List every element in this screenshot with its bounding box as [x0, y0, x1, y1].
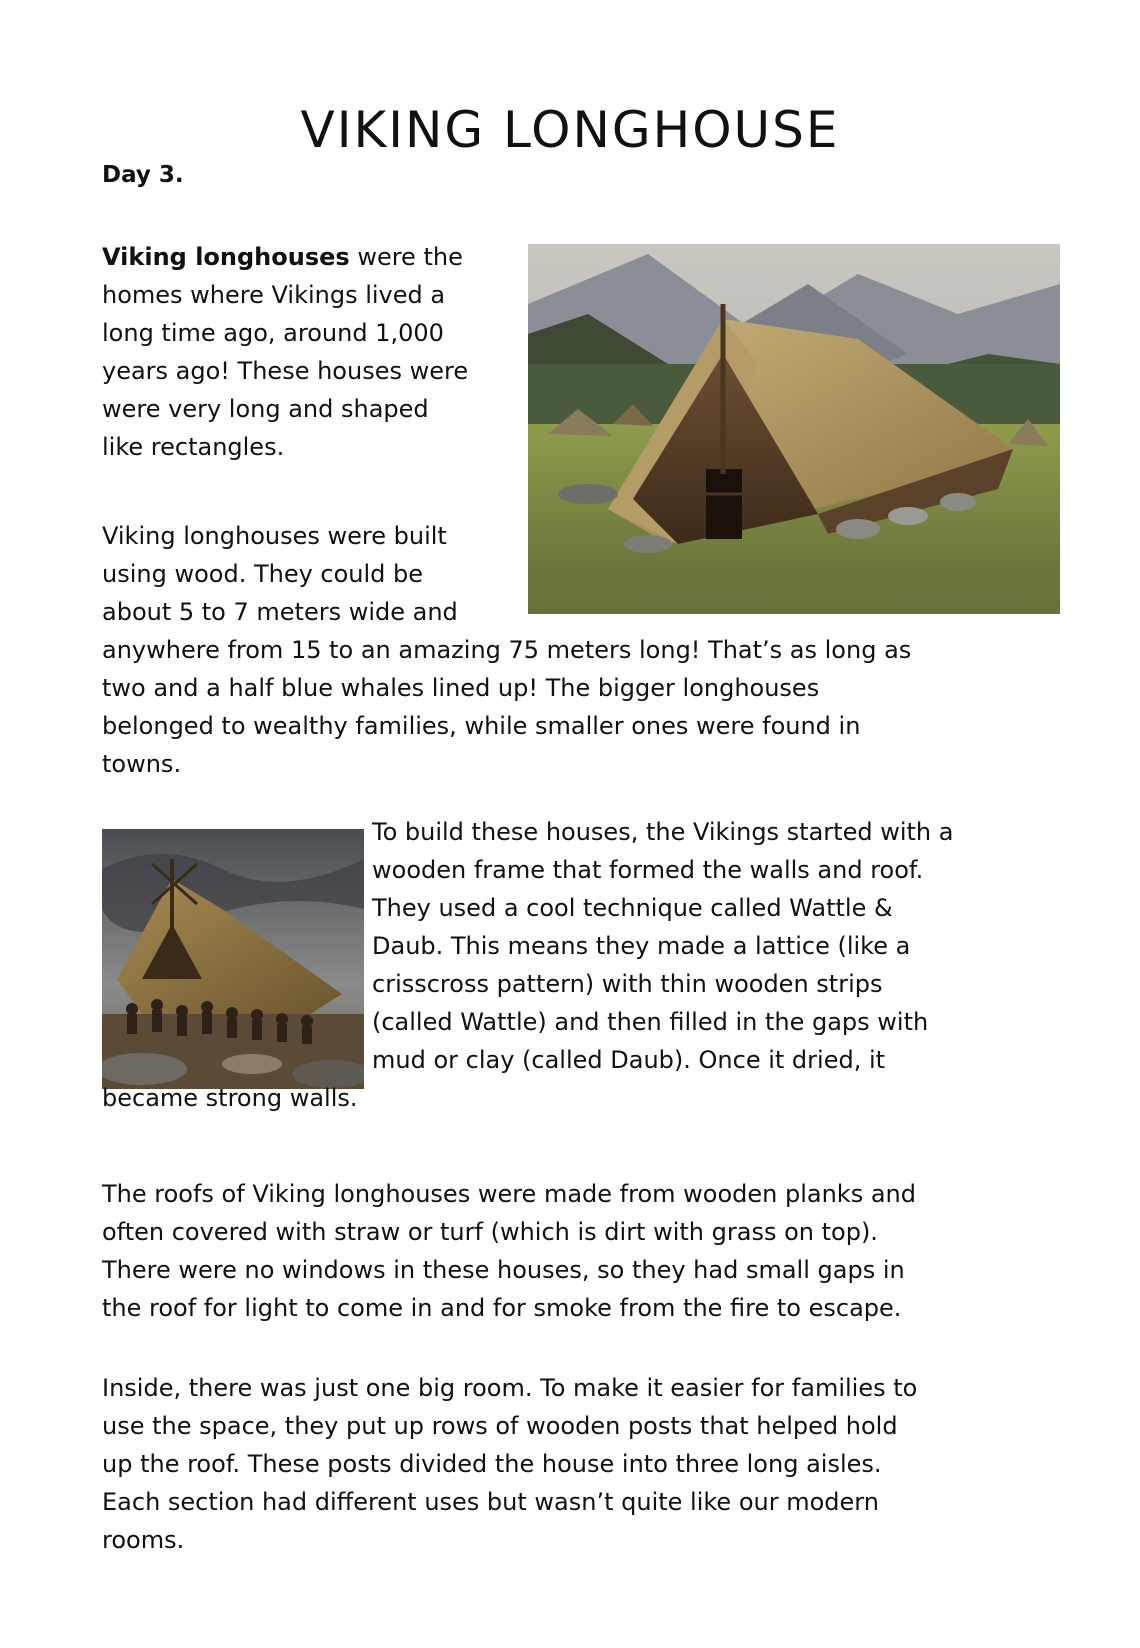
paragraph-intro — [102, 238, 522, 466]
text-line: two and a half blue whales lined up! The bigger longhouses — [102, 674, 820, 702]
text-line: There were no windows in these houses, so they had small gaps in — [102, 1256, 905, 1284]
text-line: became strong walls. — [102, 1084, 358, 1112]
text-line: belonged to wealthy families, while smaller ones were found in — [102, 712, 861, 740]
builders-painting-image — [102, 829, 364, 1089]
text-line: wooden frame that formed the walls and roof. — [372, 856, 924, 884]
text-span: were the — [349, 243, 463, 271]
text-line: up the roof. These posts divided the house into three long aisles. — [102, 1450, 882, 1478]
text-line: Viking longhouses were built — [102, 522, 447, 550]
text-line: the roof for light to come in and for smoke from the fire to escape. — [102, 1294, 902, 1322]
text-line: Daub. This means they made a lattice (like a — [372, 932, 911, 960]
text-line: towns. — [102, 750, 182, 778]
bold-term: Viking longhouses — [102, 243, 350, 271]
text-line: Each section had different uses but wasn’t quite like our modern — [102, 1488, 879, 1516]
text-line: The roofs of Viking longhouses were made from wooden planks and — [102, 1180, 916, 1208]
text-line: years ago! These houses were — [102, 357, 469, 385]
text-line: often covered with straw or turf (which is dirt with grass on top). — [102, 1218, 878, 1246]
paragraph-inside — [102, 1369, 1082, 1559]
day-label: Day 3. — [102, 162, 184, 188]
page-title: VIKING LONGHOUSE — [300, 101, 840, 159]
text-line: crisscross pattern) with thin wooden strips — [372, 970, 883, 998]
text-line: using wood. They could be — [102, 560, 424, 588]
text-line: (called Wattle) and then filled in the gaps with — [372, 1008, 929, 1036]
text-line: They used a cool technique called Wattle & — [372, 894, 893, 922]
paragraph-wattle-daub — [372, 813, 1072, 1079]
text-line: mud or clay (called Daub). Once it dried, it — [372, 1046, 886, 1074]
paragraph-size — [102, 517, 1062, 783]
text-line: homes where Vikings lived a — [102, 281, 446, 309]
text-line: anywhere from 15 to an amazing 75 meters long! That’s as long as — [102, 636, 912, 664]
text-line: long time ago, around 1,000 — [102, 319, 444, 347]
text-line: use the space, they put up rows of wooden posts that helped hold — [102, 1412, 898, 1440]
text-line: about 5 to 7 meters wide and — [102, 598, 458, 626]
text-line: rooms. — [102, 1526, 185, 1554]
paragraph-wattle-daub-end — [102, 1079, 1062, 1117]
text-line: To build these houses, the Vikings started with a — [372, 818, 954, 846]
text-line — [102, 238, 522, 276]
text-line: were very long and shaped — [102, 395, 429, 423]
paragraph-roofs — [102, 1175, 1082, 1327]
text-line: like rectangles. — [102, 433, 285, 461]
text-line: Inside, there was just one big room. To make it easier for families to — [102, 1374, 918, 1402]
